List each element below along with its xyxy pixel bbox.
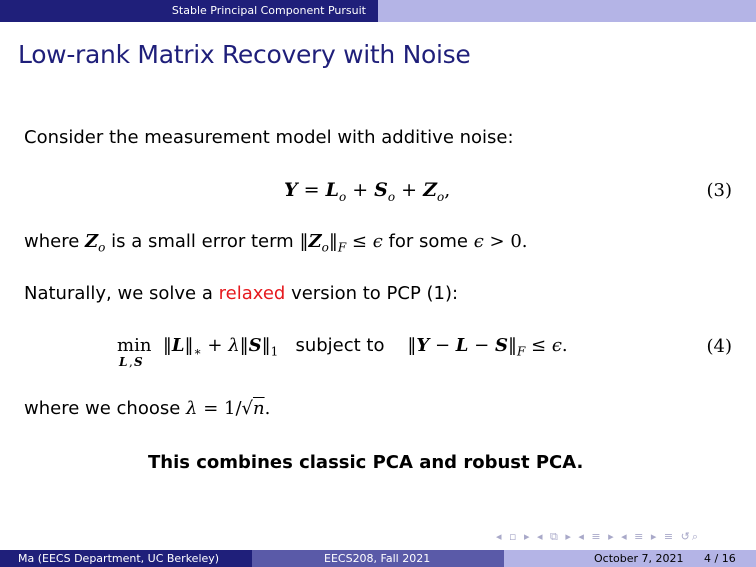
where-error-text: where $Z_o$ is a small error term $‖Z_o‖_F \le \epsilon$ for some ϵ > 0. xyxy=(24,231,528,255)
conclusion-text: This combines classic PCA and robust PCA. xyxy=(148,452,584,473)
section-name[interactable]: Stable Principal Component Pursuit xyxy=(171,4,366,17)
intro-text: Consider the measurement model with additive noise: xyxy=(24,127,514,148)
footer-date: October 7, 2021 xyxy=(594,552,684,565)
footer-author[interactable]: Ma (EECS Department, UC Berkeley) xyxy=(18,552,220,565)
footer-right xyxy=(504,550,756,567)
lambda-choice-text: where we choose λ = 1/√n. xyxy=(24,398,271,419)
navigation-controls[interactable] xyxy=(496,530,700,544)
equation-3: $Y = L_o + S_o + Z_o$, xyxy=(284,179,451,204)
relaxed-highlight: relaxed xyxy=(218,283,286,304)
nav-section-icon[interactable]: ◂ ≡ ▸ xyxy=(578,530,616,543)
slide-title: Low-rank Matrix Recovery with Noise xyxy=(18,40,471,69)
equation-4: min L , S $‖L‖_∗$ + $\lambda‖S‖_1$ subject to ‖Y − $L - S‖_F \le \epsilon$. xyxy=(117,335,568,369)
header-bar xyxy=(0,0,756,22)
equation-3-number: (3) xyxy=(706,180,732,201)
footer-left xyxy=(0,550,252,567)
equation-4-number: (4) xyxy=(706,336,732,357)
nav-subsection-icon[interactable]: ◂ ≡ ▸ xyxy=(621,530,659,543)
naturally-text: Naturally, we solve a relaxed version to PCP (1): xyxy=(24,283,459,304)
header-right xyxy=(378,0,756,22)
nav-frame-icon[interactable]: ◂ ⧉ ▸ xyxy=(537,530,573,543)
footer-center xyxy=(252,550,504,567)
footer-bar xyxy=(0,550,756,567)
nav-search-icon[interactable]: ≡ ↺⌕ xyxy=(663,530,701,543)
footer-page-number: 4 / 16 xyxy=(704,552,736,565)
nav-left-icon[interactable]: ◂ ▫ ▸ xyxy=(496,530,532,543)
footer-course[interactable]: EECS208, Fall 2021 xyxy=(324,552,431,565)
